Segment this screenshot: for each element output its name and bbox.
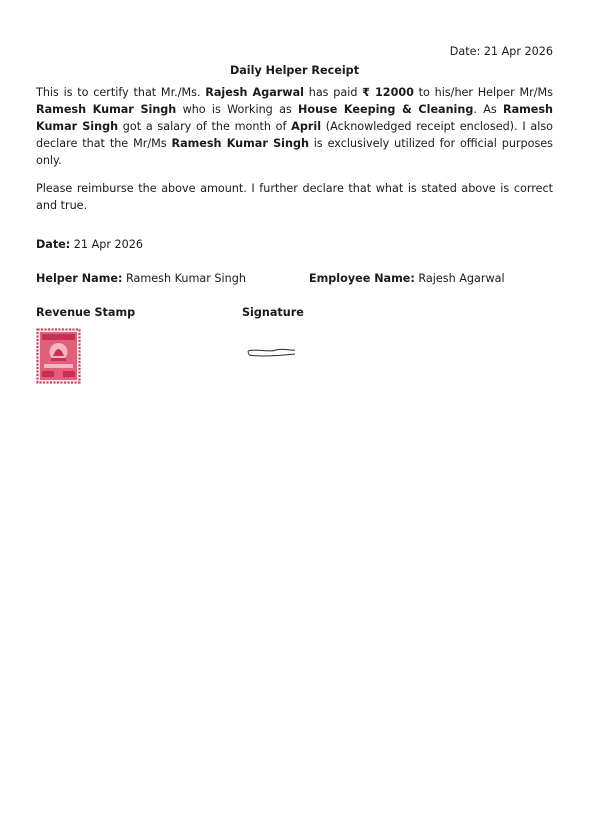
helper-name-row bbox=[36, 272, 246, 285]
employee-name-value: Rajesh Agarwal bbox=[414, 272, 505, 285]
signature-label: Signature bbox=[242, 306, 304, 319]
p1-text-7: (Acknowledged receipt enclosed). I also declare that the Mr/Ms bbox=[36, 120, 553, 150]
p1-text-3: to his/her Helper Mr/Ms bbox=[413, 86, 553, 99]
helper-name-2: Ramesh Kumar Singh bbox=[36, 103, 554, 133]
p1-text-2: has paid bbox=[304, 86, 363, 99]
declaration-paragraph: Please reimburse the above amount. I further declare that what is stated above is correct and true. bbox=[36, 182, 553, 212]
header-date: Date: 21 Apr 2026 bbox=[449, 45, 553, 58]
receipt-title: Daily Helper Receipt bbox=[229, 64, 360, 77]
date-label: Date: bbox=[36, 238, 71, 251]
helper-name-label: Helper Name: bbox=[36, 272, 123, 285]
signature-scribble bbox=[246, 345, 298, 359]
work-type: House Keeping & Cleaning bbox=[298, 103, 474, 116]
p1-text-5: . As bbox=[473, 103, 503, 116]
date-row bbox=[36, 238, 143, 251]
helper-name: Ramesh Kumar Singh bbox=[36, 103, 177, 116]
employee-name-row bbox=[309, 272, 505, 285]
p1-text-6: got a salary of the month of bbox=[118, 120, 292, 133]
date-value: 21 Apr 2026 bbox=[70, 238, 143, 251]
p1-text-4: who is Working as bbox=[176, 103, 299, 116]
revenue-stamp-label: Revenue Stamp bbox=[36, 306, 136, 319]
helper-name-value: Ramesh Kumar Singh bbox=[122, 272, 246, 285]
p1-text-1: This is to certify that Mr./Ms. bbox=[36, 86, 206, 99]
p1-text-8: is exclusively utilized for official purposes only. bbox=[36, 137, 553, 167]
revenue-stamp-icon bbox=[36, 328, 81, 384]
amount: ₹ 12000 bbox=[362, 86, 414, 99]
payer-name: Rajesh Agarwal bbox=[205, 86, 304, 99]
salary-month: April bbox=[291, 120, 322, 133]
helper-name-3: Ramesh Kumar Singh bbox=[171, 137, 309, 150]
certification-paragraph bbox=[36, 84, 553, 169]
employee-name-label: Employee Name: bbox=[309, 272, 415, 285]
